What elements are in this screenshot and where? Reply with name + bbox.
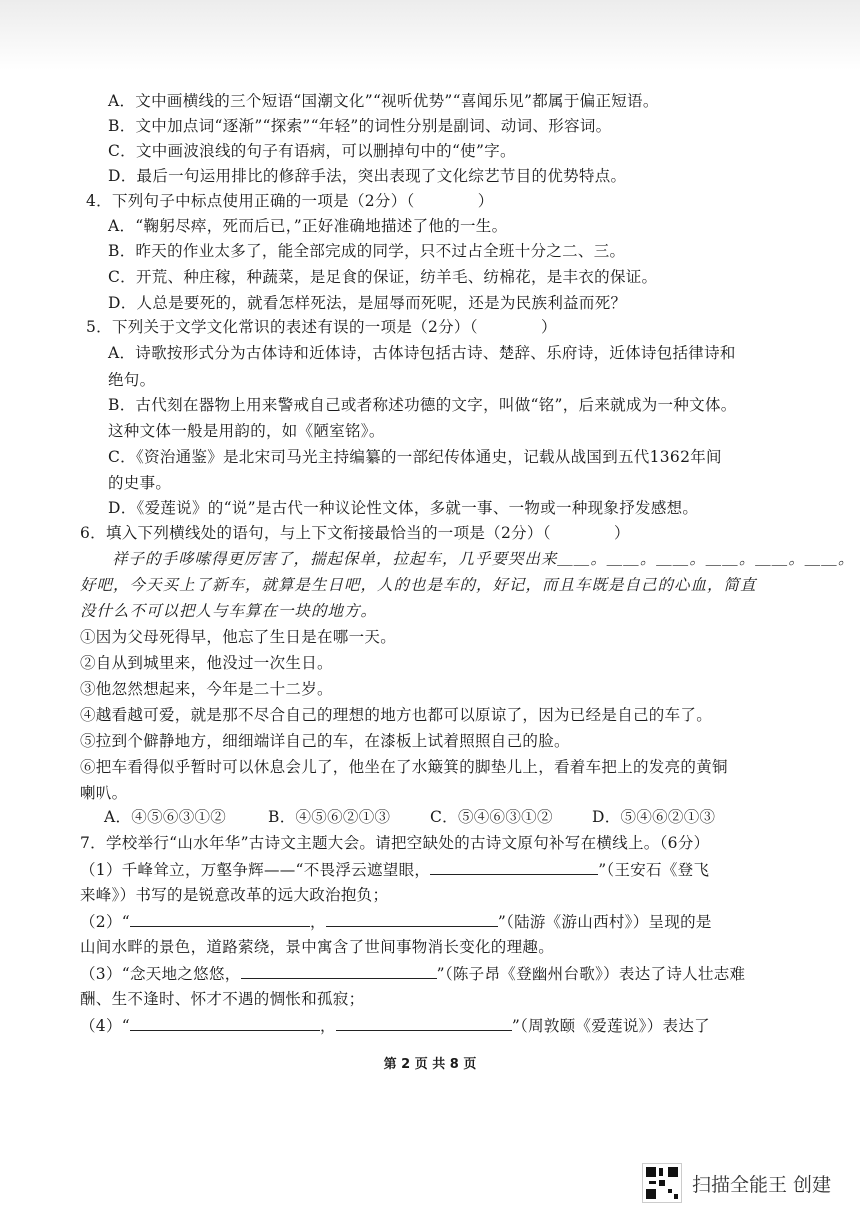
q5-option-c: C．《资治通鉴》是北宋司马光主持编纂的一部纪传体通史，记载从战国到五代1362年间 (108, 448, 722, 466)
watermark-text: 扫描全能王 创建 (692, 1173, 832, 1196)
q7-item-3-cont: 酬、生不逢时、怀才不遇的惆怅和孤寂； (80, 990, 365, 1008)
q7-item-4-source: ”（周敦颐《爱莲说》）表达了 (511, 1017, 710, 1035)
q6-sentence-2: ②自从到城里来，他没过一次生日。 (80, 654, 333, 672)
answer-blank-4b[interactable] (336, 1014, 512, 1031)
q6-option-b: B．④⑤⑥②①③ (268, 808, 391, 826)
q7-item-4-comma: ， (320, 1017, 336, 1035)
q7-item-2-source: ”（陆游《游山西村》）呈现的是 (497, 913, 712, 931)
q6-sentence-6-cont: 喇叭。 (80, 784, 128, 802)
q7-item-3-source: ”（陈子昂《登幽州台歌》）表达了诗人壮志难 (436, 965, 746, 983)
q6-passage-line1: 祥子的手哆嗦得更厉害了，揣起保单，拉起车，几乎要哭出来＿＿。＿＿。＿＿。＿＿。＿＿。＿＿。 (112, 550, 855, 568)
q6-sentence-1: ①因为父母死得早，他忘了生日是在哪一天。 (80, 628, 397, 646)
q3-option-b: B．文中加点词“逐渐”“探索”“年轻”的词性分别是副词、动词、形容词。 (108, 117, 612, 135)
answer-blank-3[interactable] (241, 962, 437, 979)
answer-blank-4a[interactable] (130, 1014, 320, 1031)
q6-option-a: A．④⑤⑥③①② (104, 808, 227, 826)
q4-option-d: D．人总是要死的，就看怎样死法，是屈辱而死呢，还是为民族利益而死？ (108, 294, 627, 312)
q6-stem: 6．填入下列横线处的语句，与上下文衔接最恰当的一项是（2分）（ ） (80, 524, 630, 542)
q7-item-1 (80, 858, 709, 881)
q5-option-d: D．《爱莲说》的“说”是古代一种议论性文体，多就一事、一物或一种现象抒发感想。 (108, 499, 699, 517)
q6-option-d: D．⑤④⑥②①③ (592, 808, 716, 826)
camscanner-watermark (642, 1163, 831, 1203)
q6-passage-line2: 好吧，今天买上了新车，就算是生日吧，人的也是车的，好记，而且车既是自己的心血，简直 (80, 576, 757, 594)
q3-option-a: A．文中画横线的三个短语“国潮文化”“视听优势”“喜闻乐见”都属于偏正短语。 (108, 92, 659, 110)
q7-item-2-open: （2）“ (80, 913, 130, 931)
q5-option-b-cont: 这种文体一般是用韵的，如《陋室铭》。 (108, 422, 385, 440)
q6-sentence-3: ③他忽然想起来，今年是二十二岁。 (80, 680, 333, 698)
q4-option-c: C．开荒、种庄稼，种蔬菜，是足食的保证，纺羊毛、纺棉花，是丰衣的保证。 (108, 268, 658, 286)
scan-shadow (0, 0, 860, 70)
q7-item-1-text: （1）千峰耸立，万壑争辉——“不畏浮云遮望眼， (80, 861, 431, 879)
q5-option-b: B．古代刻在器物上用来警戒自己或者称述功德的文字，叫做“铭”，后来就成为一种文体。 (108, 396, 737, 414)
q5-option-a: A．诗歌按形式分为古体诗和近体诗，古体诗包括古诗、楚辞、乐府诗，近体诗包括律诗和 (108, 344, 736, 362)
q7-item-1-source: ”（王安石《登飞 (598, 861, 710, 879)
q5-option-a-cont: 绝句。 (108, 371, 156, 389)
q6-sentence-4: ④越看越可爱，就是那不尽合自己的理想的地方也都可以原谅了，因为已经是自己的车了。 (80, 706, 713, 724)
q7-item-3-text: （3）“念天地之悠悠， (80, 965, 241, 983)
q7-item-2-cont: 山间水畔的景色，道路萦绕，景中寓含了世间事物消长变化的理趣。 (80, 938, 555, 956)
page-number: 第 2 页 共 8 页 (383, 1057, 477, 1072)
q7-item-2 (80, 910, 712, 933)
q6-sentence-5: ⑤拉到个僻静地方，细细端详自己的车，在漆板上试着照照自己的脸。 (80, 732, 570, 750)
q7-item-2-comma: ， (310, 913, 326, 931)
q5-option-c-cont: 的史事。 (108, 474, 172, 492)
q5-stem: 5．下列关于文学文化常识的表述有误的一项是（2分）（ ） (86, 318, 557, 336)
q3-option-d: D．最后一句运用排比的修辞手法，突出表现了文化综艺节目的优势特点。 (108, 167, 627, 185)
q3-option-c: C．文中画波浪线的句子有语病，可以删掉句中的“使”字。 (108, 142, 516, 160)
q6-passage-line3: 没什么不可以把人与车算在一块的地方。 (80, 602, 378, 620)
q7-item-4-open: （4）“ (80, 1017, 130, 1035)
q6-sentence-6: ⑥把车看得似乎暂时可以休息会儿了，他坐在了水簸箕的脚垫儿上，看着车把上的发亮的黄铜 (80, 758, 728, 776)
q4-option-a: A．“鞠躬尽瘁，死而后已，”正好准确地描述了他的一生。 (108, 217, 508, 235)
q4-stem: 4．下列句子中标点使用正确的一项是（2分）（ ） (86, 192, 494, 210)
q6-option-c: C．⑤④⑥③①② (430, 808, 553, 826)
q7-item-1-cont: 来峰》）书写的是锐意改革的远大政治抱负； (80, 886, 389, 904)
q7-stem: 7．学校举行“山水年华”古诗文主题大会。请把空缺处的古诗文原句补写在横线上。（6分） (80, 834, 710, 852)
answer-blank-2a[interactable] (130, 910, 310, 927)
qr-code-icon (642, 1163, 682, 1203)
answer-blank-1[interactable] (430, 858, 598, 875)
answer-blank-2b[interactable] (326, 910, 498, 927)
q7-item-4 (80, 1014, 710, 1037)
q7-item-3 (80, 962, 745, 985)
q4-option-b: B．昨天的作业太多了，能全部完成的同学，只不过占全班十分之二、三。 (108, 242, 626, 260)
